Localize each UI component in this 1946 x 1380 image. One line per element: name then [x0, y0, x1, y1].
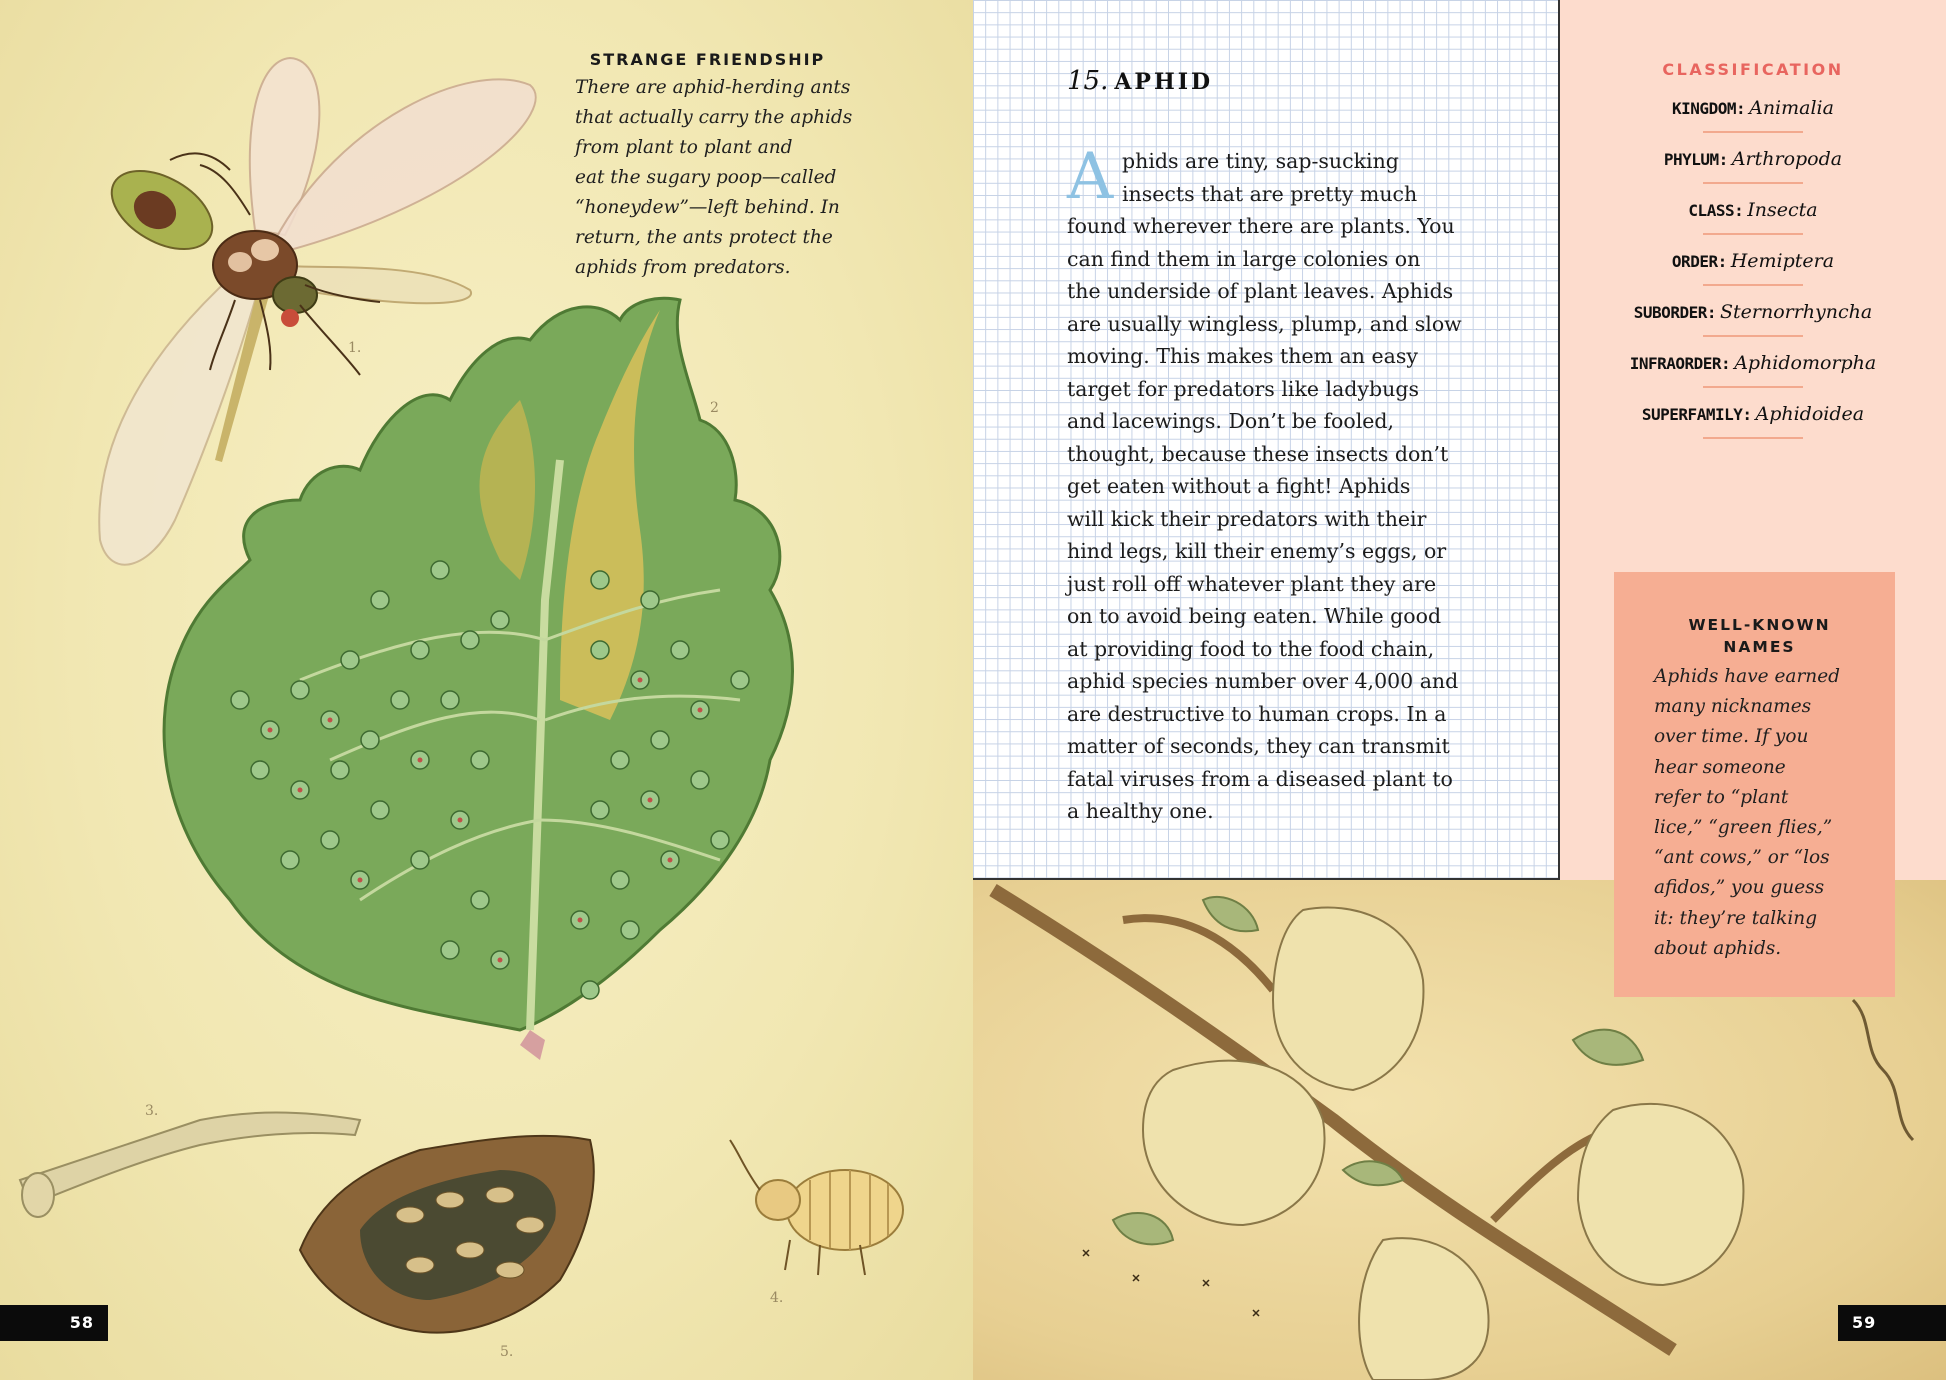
sidebar-line: many nicknames — [1654, 696, 1812, 718]
sidebar-line: aphids from predators. — [575, 257, 791, 278]
body-line: and lacewings. Don’t be fooled, — [1067, 409, 1395, 433]
sidebar-line: There are aphid-herding ants — [575, 77, 851, 98]
sidebar-line: about aphids. — [1654, 937, 1782, 959]
sidebar-line: over time. If you — [1654, 726, 1809, 748]
classification-row-suborder — [1560, 301, 1946, 352]
body-line: a healthy one. — [1067, 799, 1214, 823]
sidebar-line: “honeydew”—left behind. In — [575, 197, 840, 218]
wingless-aphid-figure — [730, 1140, 903, 1275]
body-line: the underside of plant leaves. Aphids — [1067, 279, 1454, 303]
rank-value: Arthropoda — [1731, 148, 1843, 170]
body-line: moving. This makes them an easy — [1067, 344, 1418, 368]
rank-value: Animalia — [1749, 97, 1834, 119]
rank-label: SUPERFAMILY: — [1641, 405, 1752, 424]
body-line: are usually wingless, plump, and slow — [1067, 311, 1462, 336]
plate-label-1: 1. — [348, 340, 362, 356]
classification-row-order — [1560, 250, 1946, 301]
sidebar-line: refer to “plant — [1654, 786, 1789, 808]
classification-row-superfamily — [1560, 403, 1946, 454]
divider — [1703, 386, 1803, 388]
body-line: thought, because these insects don’t — [1067, 441, 1449, 466]
body-line: found wherever there are plants. You — [1067, 214, 1455, 238]
divider — [1703, 284, 1803, 286]
body-line: at providing food to the food chain, — [1067, 636, 1435, 661]
body-line: are destructive to human crops. In a — [1067, 701, 1447, 726]
entry-number: 15. — [1067, 66, 1109, 96]
body-line: can find them in large colonies on — [1067, 246, 1421, 271]
body-line: hind legs, kill their enemy’s eggs, or — [1067, 539, 1447, 563]
entry-title — [1067, 66, 1213, 96]
divider — [1703, 182, 1803, 184]
rank-label: INFRAORDER: — [1629, 354, 1731, 373]
classification-row-phylum — [1560, 148, 1946, 199]
rank-value: Sternorrhyncha — [1719, 301, 1873, 323]
plate-label-5: 5. — [500, 1344, 514, 1360]
sidebar-line: that actually carry the aphids — [575, 107, 853, 128]
classification-list — [1560, 60, 1946, 454]
entry-name: APHID — [1114, 69, 1214, 95]
classification-row-class — [1560, 199, 1946, 250]
rank-label: PHYLUM: — [1663, 150, 1728, 169]
plate-label-4: 4. — [770, 1290, 784, 1306]
rank-label: CLASS: — [1688, 201, 1744, 220]
sidebar-line: eat the sugary poop—called — [575, 167, 837, 188]
divider — [1703, 335, 1803, 337]
plate-label-2: 2 — [710, 400, 719, 416]
infested-leaf-figure — [164, 298, 792, 1060]
entry-body — [1067, 140, 1527, 828]
sidebar-line: from plant to plant and — [575, 137, 793, 158]
well-known-names-text — [1654, 662, 1865, 964]
gall-figure — [20, 1113, 360, 1218]
divider — [1703, 131, 1803, 133]
sidebar-line: return, the ants protect the — [575, 227, 833, 248]
strange-friendship-heading: STRANGE FRIENDSHIP — [589, 50, 826, 69]
divider — [1703, 233, 1803, 235]
body-line: target for predators like ladybugs — [1067, 376, 1419, 401]
sidebar-line: Aphids have earned — [1654, 666, 1841, 687]
rank-value: Hemiptera — [1730, 250, 1835, 272]
sidebar-line: afidos,” you guess — [1654, 877, 1825, 899]
rank-value: Aphidoidea — [1755, 403, 1865, 425]
sidebar-line: lice,” “green flies,” — [1654, 817, 1833, 839]
rank-value: Insecta — [1747, 199, 1818, 221]
strange-friendship-sidebar — [575, 50, 905, 283]
body-line: matter of seconds, they can transmit — [1067, 734, 1450, 758]
classification-row-infraorder — [1560, 352, 1946, 403]
opened-gall-figure — [300, 1136, 594, 1333]
rank-label: KINGDOM: — [1672, 99, 1746, 118]
sidebar-line: it: they’re talking — [1654, 907, 1818, 929]
body-line: get eaten without a fight! Aphids — [1067, 474, 1411, 498]
body-line: fatal viruses from a diseased plant to — [1067, 766, 1453, 791]
body-line: aphid species number over 4,000 and — [1067, 669, 1459, 693]
drop-cap: A — [1067, 140, 1114, 214]
classification-heading: CLASSIFICATION — [1662, 60, 1844, 79]
well-known-names-sidebar — [1614, 572, 1895, 997]
strange-friendship-text — [575, 73, 905, 283]
well-known-names-heading-line2: NAMES — [1723, 638, 1796, 656]
body-line: will kick their predators with their — [1067, 506, 1427, 531]
body-line: on to avoid being eaten. While good — [1067, 604, 1442, 628]
page-number-left: 58 — [0, 1305, 108, 1341]
page-number-right: 59 — [1838, 1305, 1946, 1341]
rank-value: Aphidomorpha — [1734, 352, 1877, 374]
classification-row-kingdom — [1560, 97, 1946, 148]
body-line: insects that are pretty much — [1122, 181, 1418, 206]
sidebar-line: “ant cows,” or “los — [1654, 847, 1830, 869]
sidebar-line: hear someone — [1654, 756, 1786, 778]
divider — [1703, 437, 1803, 439]
body-line: just roll off whatever plant they are — [1067, 571, 1437, 596]
body-line: phids are tiny, sap-sucking — [1122, 149, 1399, 173]
rank-label: SUBORDER: — [1633, 303, 1716, 322]
well-known-names-heading-line1: WELL-KNOWN — [1688, 616, 1831, 634]
rank-label: ORDER: — [1671, 252, 1727, 271]
plate-label-3: 3. — [145, 1103, 159, 1119]
